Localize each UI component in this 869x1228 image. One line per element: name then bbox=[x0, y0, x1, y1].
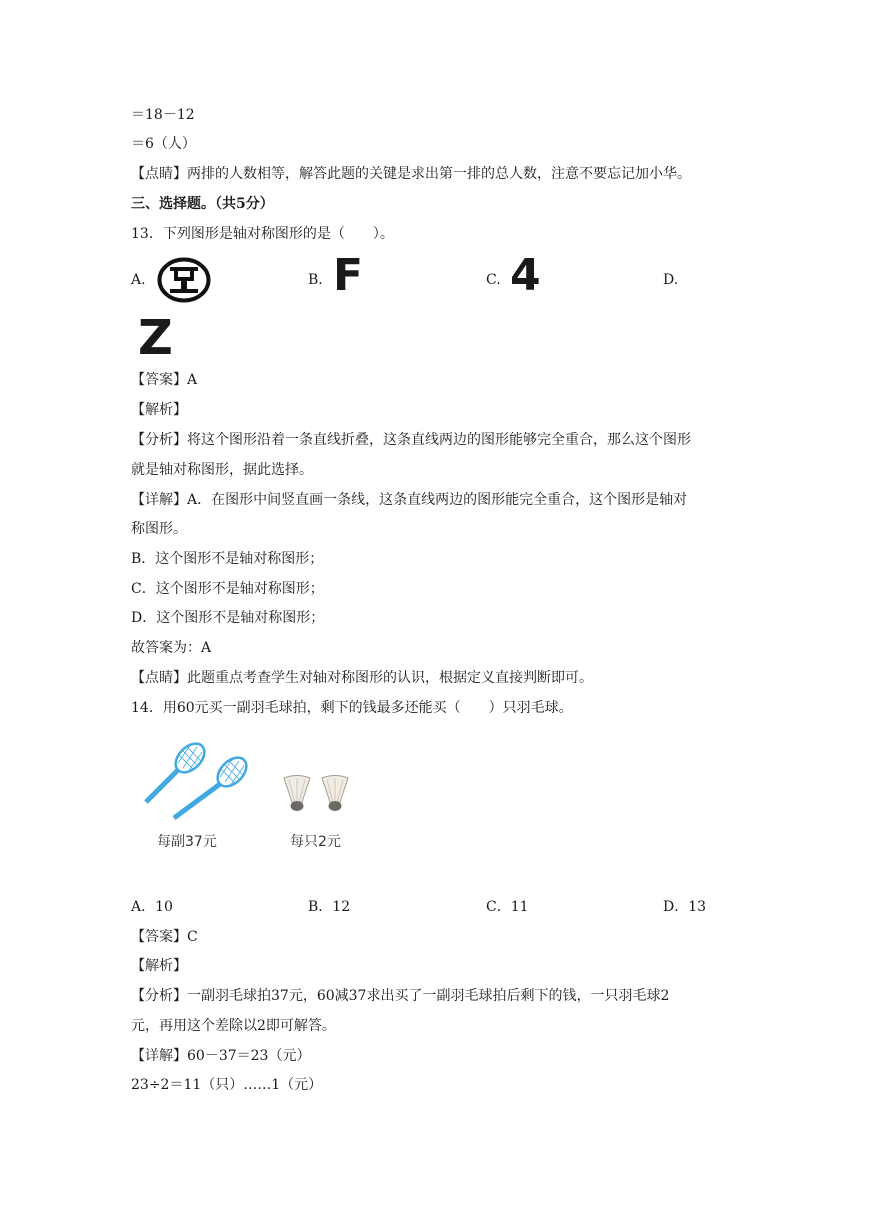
detail-13-line-5: D．这个图形不是轴对称图形； bbox=[131, 610, 325, 626]
analysis-heading-14: 【解析】 bbox=[131, 958, 187, 974]
detail-13-line-3: B．这个图形不是轴对称图形； bbox=[131, 551, 324, 567]
q13-option-c-label: C. bbox=[486, 272, 501, 288]
detail-13-line-1: 【详解】A．在图形中间竖直画一条线，这条直线两边的图形能完全重合，这个图形是轴对 bbox=[131, 492, 688, 508]
shuttlecock-price-caption: 每只2元 bbox=[290, 834, 341, 850]
analysis-14-line-2: 元，再用这个差除以2即可解答。 bbox=[131, 1018, 336, 1034]
digit-4-glyph: 4 bbox=[510, 250, 541, 301]
detail-14-line-2: 23÷2＝11（只）……1（元） bbox=[131, 1077, 323, 1093]
racket-price-caption: 每副37元 bbox=[157, 834, 217, 850]
shuttlecocks-icon bbox=[280, 774, 356, 814]
q13-option-b-label: B. bbox=[308, 272, 323, 288]
section-heading: 三、选择题。（共5分） bbox=[131, 196, 274, 212]
q14-option-b: B．12 bbox=[308, 899, 351, 915]
final-answer-13: 故答案为：A bbox=[131, 640, 212, 656]
detail-13-line-2: 称图形。 bbox=[131, 521, 187, 537]
letter-f-glyph: F bbox=[333, 250, 364, 301]
answer-13: 【答案】A bbox=[131, 372, 198, 388]
analysis-14-line-1: 【分析】一副羽毛球拍37元，60减37求出买了一副羽毛球拍后剩下的钱，一只羽毛球2 bbox=[131, 988, 670, 1004]
q14-option-d: D．13 bbox=[663, 899, 707, 915]
note-line: 【点睛】两排的人数相等，解答此题的关键是求出第一排的总人数，注意不要忘记加小华。 bbox=[131, 166, 691, 182]
q14-option-a: A．10 bbox=[131, 899, 173, 915]
q13-option-a-label: A. bbox=[131, 272, 146, 288]
calc-line-1: ＝18－12 bbox=[131, 107, 195, 123]
q14-option-c: C．11 bbox=[486, 899, 529, 915]
analysis-heading-13: 【解析】 bbox=[131, 402, 187, 418]
coin-symbol-icon bbox=[157, 257, 211, 303]
q13-option-d-label: D. bbox=[663, 272, 679, 288]
question-13: 13．下列图形是轴对称图形的是（ ）。 bbox=[131, 226, 394, 242]
badminton-rackets-icon bbox=[138, 734, 250, 820]
letter-z-glyph: Z bbox=[138, 310, 173, 366]
detail-14-line-1: 【详解】60－37＝23（元） bbox=[131, 1048, 311, 1064]
analysis-13-line-1: 【分析】将这个图形沿着一条直线折叠，这条直线两边的图形能够完全重合，那么这个图形 bbox=[131, 432, 691, 448]
note-13: 【点睛】此题重点考查学生对轴对称图形的认识，根据定义直接判断即可。 bbox=[131, 670, 593, 686]
answer-14: 【答案】C bbox=[131, 929, 198, 945]
calc-line-2: ＝6（人） bbox=[131, 136, 196, 152]
analysis-13-line-2: 就是轴对称图形，据此选择。 bbox=[131, 462, 313, 478]
question-14: 14．用60元买一副羽毛球拍，剩下的钱最多还能买（ ）只羽毛球。 bbox=[131, 700, 573, 716]
detail-13-line-4: C．这个图形不是轴对称图形； bbox=[131, 581, 324, 597]
